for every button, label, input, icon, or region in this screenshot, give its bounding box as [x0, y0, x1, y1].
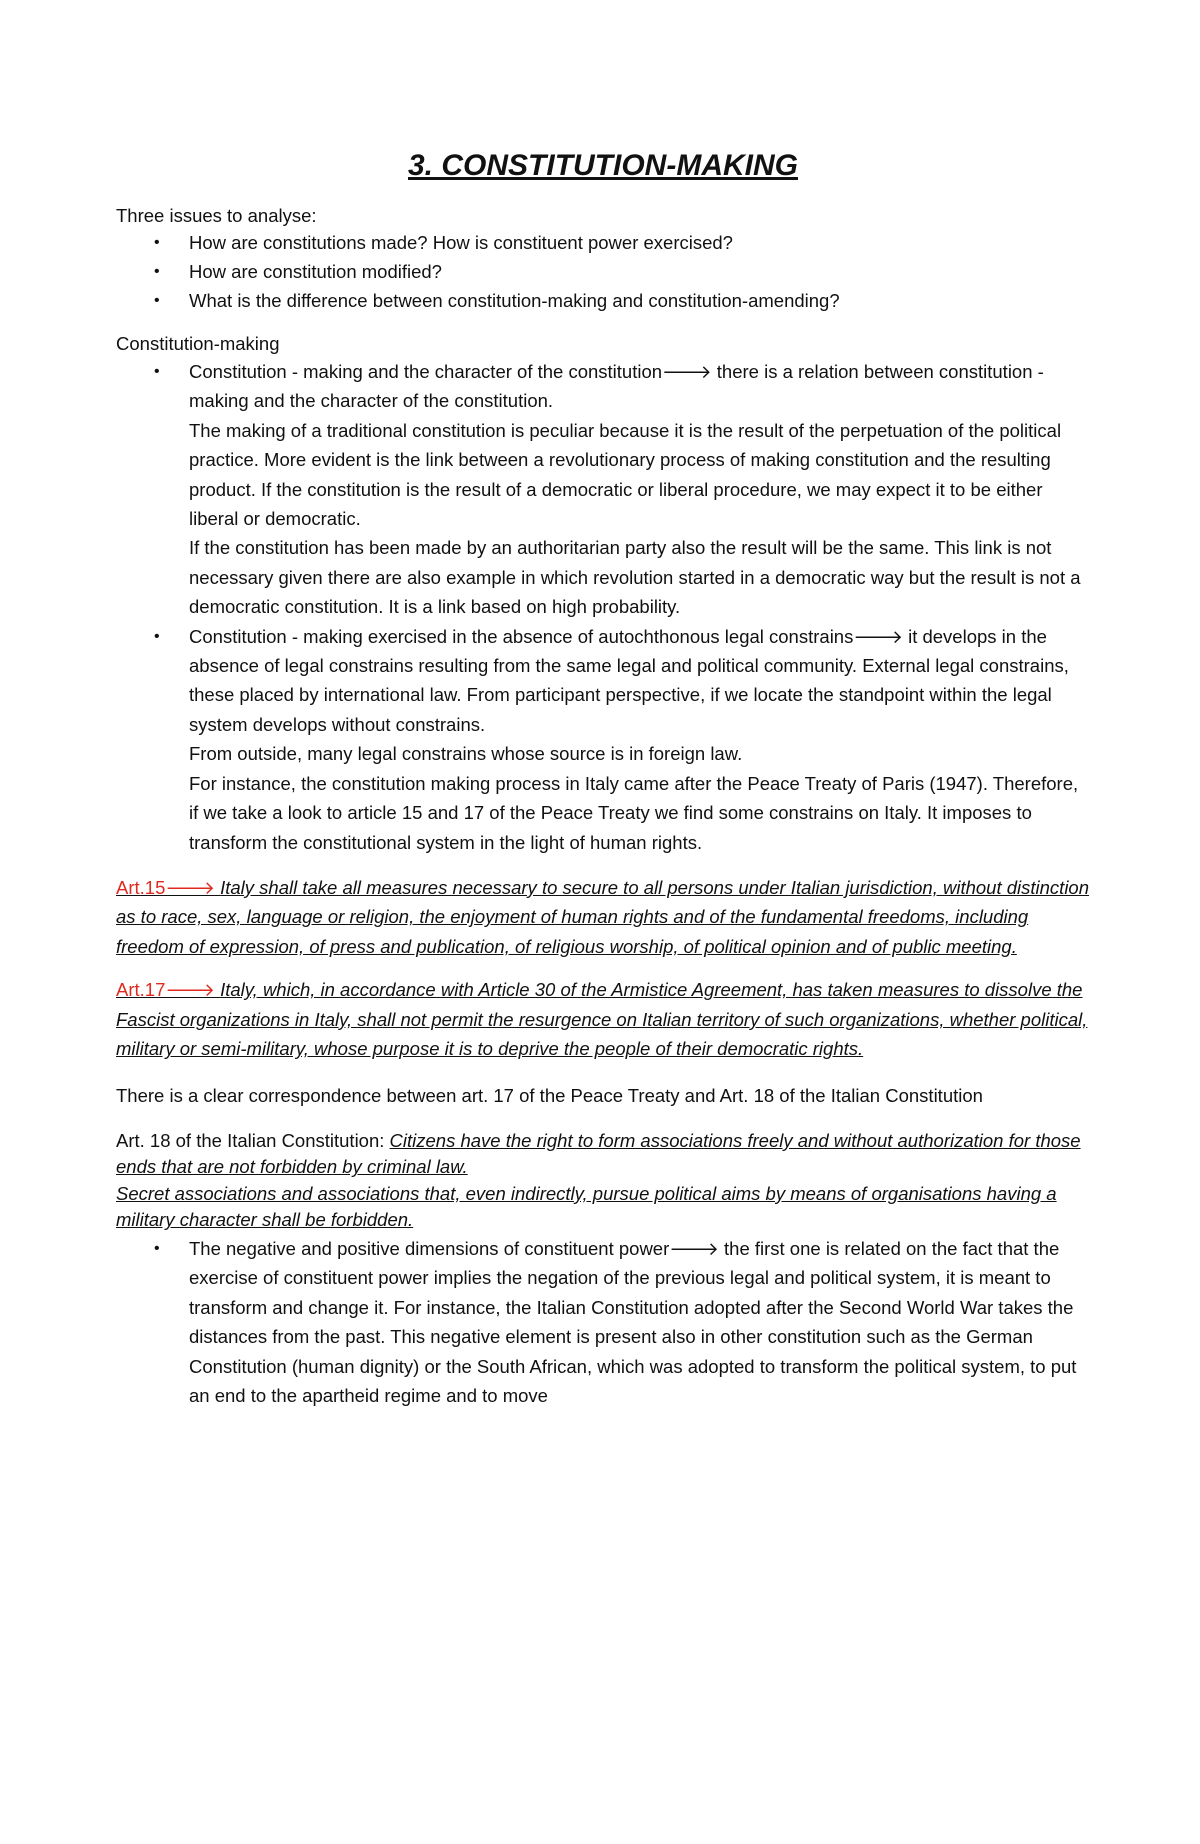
section-heading: Constitution-making [116, 333, 280, 354]
list-item: • What is the difference between constitution-making and constitution-amending? [116, 286, 1090, 315]
article-label: Art.15🡒 [116, 876, 221, 898]
bullet-icon: • [154, 292, 160, 309]
article-15-quote [116, 873, 1090, 962]
article-text: Italy, which, in accordance with Article 30 of the Armistice Agreement, has taken measures to dissolve the Fascist organizations in Italy, shall not permit the resurgence on Italian territory of such organizations, whether political, military or semi-military, whose purpose it is to deprive the people of their democratic rights. [116, 979, 1088, 1060]
constituent-power-list [116, 1234, 1090, 1410]
page-title: 3. CONSTITUTION-MAKING [408, 149, 798, 182]
bullet-icon: • [154, 234, 160, 251]
list-item-lead: Constitution - making exercised in the absence of autochthonous legal constrains🡒 it develops in the absence of legal constrains resulting from the same legal and political community. External legal constrains, these placed by international law. From participant perspective, if we locate the standpoint within the legal system develops without constrains. [189, 625, 1069, 735]
bullet-icon: • [154, 627, 160, 645]
document-page [0, 146, 1200, 1844]
list-item-lead: Constitution - making and the character of the constitution🡒 there is a relation between constitution - making and the character of the constitution. [189, 361, 1044, 412]
list-item: • How are constitution modified? [116, 257, 1090, 286]
correspondence-text: There is a clear correspondence between art. 17 of the Peace Treaty and Art. 18 of the Italian Constitution [116, 1084, 983, 1106]
constitution-making-list [116, 357, 1090, 857]
bullet-icon: • [154, 363, 160, 380]
article-17-quote [116, 975, 1090, 1064]
list-item-paragraph: If the constitution has been made by an authoritarian party also the result will be the same. This link is not necessary given there are also example in which revolution started in a democratic way but the result is not a democratic constitution. It is a link based on high probability. [189, 537, 1081, 618]
list-item-paragraph: The making of a traditional constitution is peculiar because it is the result of the perpetuation of the political practice. More evident is the link between a revolutionary process of making constitution and the resulting product. If the constitution is the result of a democratic or liberal procedure, we may expect it to be either liberal or democratic. [189, 419, 1062, 530]
bullet-icon: • [154, 1239, 160, 1257]
list-item [116, 622, 1090, 857]
list-item-paragraph: From outside, many legal constrains whose source is in foreign law. [189, 743, 743, 765]
list-item-paragraph: For instance, the constitution making process in Italy came after the Peace Treaty of Paris (1947). Therefore, if we take a look to article 15 and 17 of the Peace Treaty we find some constrains on Italy. It imposes to transform the constitutional system in the light of human rights. [189, 772, 1079, 853]
article-18-quote: Citizens have the right to form associations freely and without authorization for those ends that are not forbidden by criminal law. [116, 1129, 1081, 1178]
article-18-label: Art. 18 of the Italian Constitution: [116, 1129, 390, 1151]
list-item: • How are constitutions made? How is constituent power exercised? [116, 228, 1090, 257]
article-18-block [116, 1128, 1090, 1234]
list-item [116, 357, 1090, 622]
list-item [116, 1234, 1090, 1410]
intro-text: Three issues to analyse: [116, 205, 317, 226]
article-text: Italy shall take all measures necessary to secure to all persons under Italian jurisdiction, without distinction as to race, sex, language or religion, the enjoyment of human rights and of the fundamental freedoms, including freedom of expression, of press and publication, of religious worship, of political opinion and of public meeting. [116, 876, 1090, 957]
bullet-icon: • [154, 263, 160, 280]
article-18-quote: Secret associations and associations that, even indirectly, pursue political aims by means of organisations having a military character shall be forbidden. [116, 1182, 1057, 1231]
article-label: Art.17🡒 [116, 979, 221, 1001]
list-item-lead: The negative and positive dimensions of constituent power🡒 the first one is related on the fact that the exercise of constituent power implies the negation of the previous legal and political system, it is meant to transform and change it. For instance, the Italian Constitution adopted after the Second World War takes the distances from the past. This negative element is present also in other constitution such as the German Constitution (human dignity) or the South African, which was adopted to transform the political system, to put an end to the apartheid regime and to move [189, 1237, 1077, 1406]
issues-list [116, 228, 1090, 315]
